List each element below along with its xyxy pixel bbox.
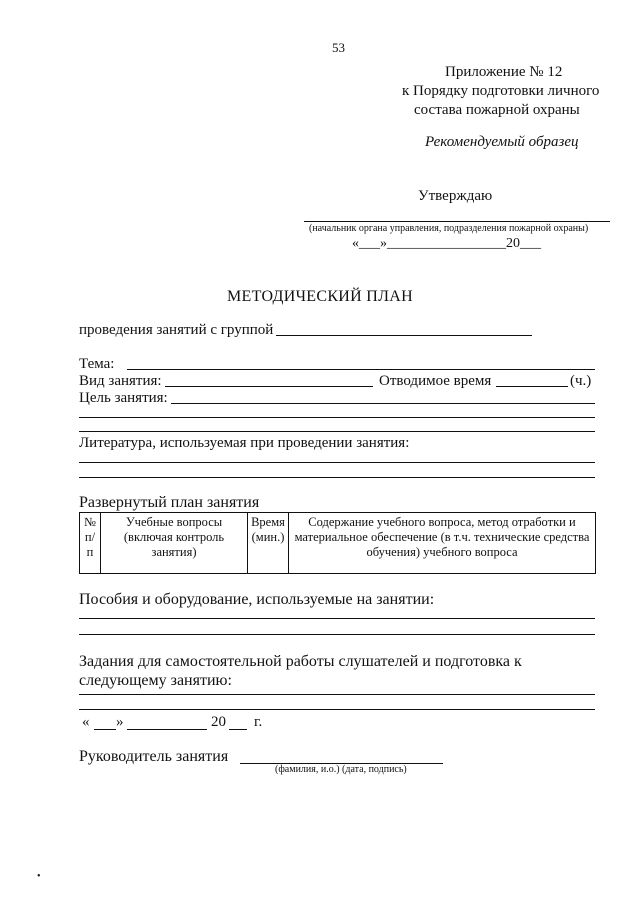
plan-col-number: № п/п [80, 513, 101, 574]
footer-date-day-blank [94, 729, 116, 730]
document-title: МЕТОДИЧЕСКИЙ ПЛАН [226, 288, 414, 305]
appendix-title: Приложение № 12 [445, 64, 563, 80]
sample-note: Рекомендуемый образец [425, 134, 579, 150]
plan-col-questions: Учебные вопросы (включая контроль занятия) [101, 513, 248, 574]
approval-label: Утверждаю [418, 188, 493, 204]
goal-blank-2 [79, 417, 595, 418]
allotted-time-unit: (ч.) [570, 373, 592, 389]
goal-blank-3 [79, 431, 595, 432]
literature-label: Литература, используемая при проведении занятия: [79, 435, 410, 451]
approval-official-caption: (начальник органа управления, подразделения пожарной охраны) [309, 223, 589, 234]
topic-label: Тема: [79, 356, 115, 372]
literature-blank-2 [79, 477, 595, 478]
lesson-type-label: Вид занятия: [79, 373, 162, 389]
lesson-type-blank [165, 386, 373, 387]
group-blank [276, 335, 532, 336]
tasks-label: Задания для самостоятельной работы слушателей и подготовка к следующему занятию: [79, 653, 522, 689]
materials-blank-2 [79, 634, 595, 635]
plan-table [79, 512, 596, 574]
plan-col-content: Содержание учебного вопроса, метод отработки и материальное обеспечение (в т.ч. технические средства обучения) учебного вопроса [289, 513, 596, 574]
footer-date-suffix: г. [254, 714, 263, 730]
leader-label: Руководитель занятия [79, 748, 229, 765]
footer-date-month-blank [127, 729, 207, 730]
approval-date: «___»_________________20___ [352, 236, 541, 251]
literature-blank-1 [79, 462, 595, 463]
tasks-blank-1 [79, 694, 595, 695]
footer-date-century: 20 [211, 714, 226, 730]
plan-table-header-row [80, 513, 596, 574]
topic-blank [127, 369, 595, 370]
appendix-reference-2: состава пожарной охраны [414, 102, 580, 118]
allotted-time-blank [496, 386, 568, 387]
allotted-time-label: Отводимое время [379, 373, 492, 389]
approval-signature-line [304, 221, 610, 222]
appendix-reference-1: к Порядку подготовки личного [402, 83, 600, 99]
leader-caption: (фамилия, и.о.) (дата, подпись) [275, 764, 407, 775]
plan-col-time: Время (мин.) [248, 513, 289, 574]
footer-date-close-quote: » [116, 714, 124, 730]
tasks-blank-2 [79, 709, 595, 710]
footer-date-year-blank [229, 729, 247, 730]
goal-blank-1 [171, 403, 595, 404]
plan-heading: Развернутый план занятия [79, 494, 260, 511]
materials-blank-1 [79, 618, 595, 619]
page-number: 53 [332, 40, 345, 55]
materials-label: Пособия и оборудование, используемые на занятии: [79, 591, 435, 608]
group-label: проведения занятий с группой [79, 322, 274, 338]
goal-label: Цель занятия: [79, 390, 168, 406]
footer-date-open-quote: « [82, 714, 90, 730]
margin-mark: • [37, 871, 41, 882]
